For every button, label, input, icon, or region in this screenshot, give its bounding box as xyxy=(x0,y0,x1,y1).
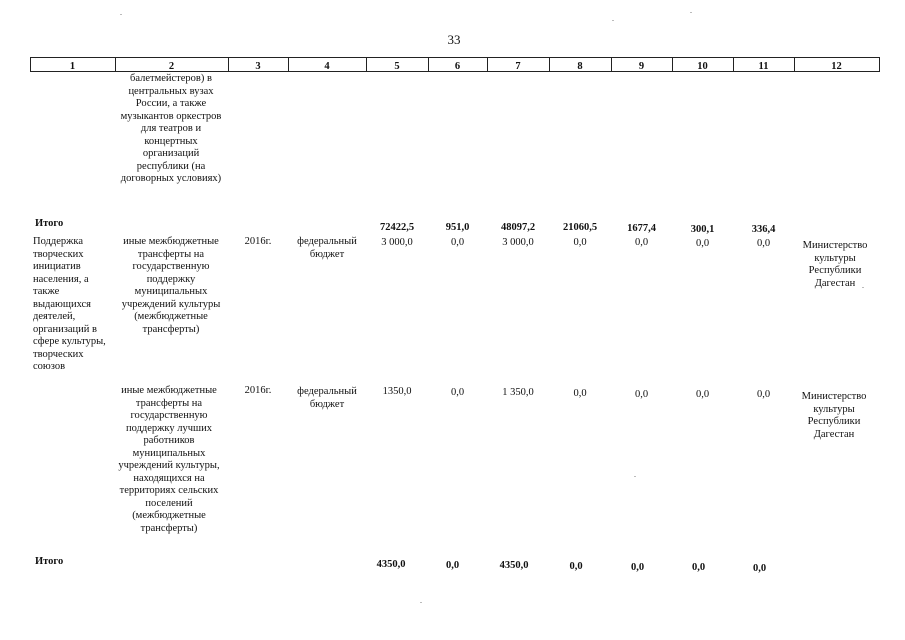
column-header-5: 5 xyxy=(394,61,400,72)
continued-description-cell: балетмейстеров) в центральных вузах России, а также музыкантов оркестров для театров и концертных организаций республики (на договорных условиях) xyxy=(120,73,222,184)
table-top-border xyxy=(30,57,880,58)
year-cell: 2016г. xyxy=(244,385,272,396)
scan-speck xyxy=(120,14,122,15)
value-col-11: 0,0 xyxy=(756,238,771,249)
column-header-8: 8 xyxy=(577,61,583,72)
description-cell: иные межбюджетные трансферты на государственную поддержку лучших работников муниципальных учреждений культуры, находящихся на территориях сельских поселений (межбюджетные трансферты) xyxy=(118,385,220,534)
total-col-10: 300,1 xyxy=(690,224,715,235)
total-col-7: 48097,2 xyxy=(500,222,536,233)
column-header-12: 12 xyxy=(831,61,842,72)
total-col-11: 0,0 xyxy=(752,563,767,574)
scan-speck xyxy=(634,476,636,477)
column-header-2: 2 xyxy=(168,61,175,72)
value-col-10: 0,0 xyxy=(695,238,710,249)
total-label: Итого xyxy=(35,556,64,567)
value-col-6: 0,0 xyxy=(450,237,465,248)
value-col-9: 0,0 xyxy=(634,389,649,400)
value-col-10: 0,0 xyxy=(695,389,710,400)
column-header-9: 9 xyxy=(638,61,645,72)
scan-speck xyxy=(690,12,692,13)
value-col-6: 0,0 xyxy=(450,387,465,398)
col-divider xyxy=(879,58,880,72)
scan-speck xyxy=(420,602,422,603)
value-col-8: 0,0 xyxy=(573,237,587,248)
value-col-11: 0,0 xyxy=(756,389,771,400)
column-header-3: 3 xyxy=(255,61,261,72)
column-header-11: 11 xyxy=(758,61,769,72)
total-col-10: 0,0 xyxy=(691,562,706,573)
total-col-9: 0,0 xyxy=(630,562,645,573)
total-col-5: 72422,5 xyxy=(379,222,415,233)
activity-cell: Поддержка творческих инициатив населения, а также выдающихся деятелей, организаций в сфере культуры, творческих союзов xyxy=(33,236,106,372)
column-header-4: 4 xyxy=(324,61,330,72)
total-col-6: 951,0 xyxy=(445,222,470,233)
value-col-5: 3 000,0 xyxy=(381,237,413,248)
column-header-1: 1 xyxy=(69,61,76,72)
year-cell: 2016г. xyxy=(244,236,272,247)
total-col-11: 336,4 xyxy=(751,224,776,235)
value-col-7: 3 000,0 xyxy=(502,237,534,248)
value-col-8: 0,0 xyxy=(573,388,587,399)
total-col-6: 0,0 xyxy=(445,560,460,571)
source-cell: федеральный бюджет xyxy=(297,236,357,260)
total-col-8: 0,0 xyxy=(569,561,583,572)
column-header-7: 7 xyxy=(515,61,521,72)
total-col-7: 4350,0 xyxy=(499,560,529,571)
column-header-10: 10 xyxy=(697,61,708,72)
value-col-7: 1 350,0 xyxy=(502,387,534,398)
total-label: Итого xyxy=(35,218,64,229)
total-col-5: 4350,0 xyxy=(376,559,406,570)
source-cell: федеральный бюджет xyxy=(297,386,357,410)
scan-speck xyxy=(612,20,614,21)
executor-cell: Министерство культуры Республики Дагестан xyxy=(801,391,867,440)
value-col-5: 1350,0 xyxy=(382,386,412,397)
total-col-8: 21060,5 xyxy=(562,222,598,233)
page-number: 33 xyxy=(447,32,461,47)
description-cell: иные межбюджетные трансферты на государственную поддержку муниципальных учреждений культуры (межбюджетные трансферты) xyxy=(121,236,221,335)
executor-cell: Министерство культуры Республики Дагестан xyxy=(802,240,868,289)
scan-speck xyxy=(862,287,864,288)
column-header-6: 6 xyxy=(454,61,461,72)
value-col-9: 0,0 xyxy=(634,237,649,248)
total-col-9: 1677,4 xyxy=(627,223,656,234)
